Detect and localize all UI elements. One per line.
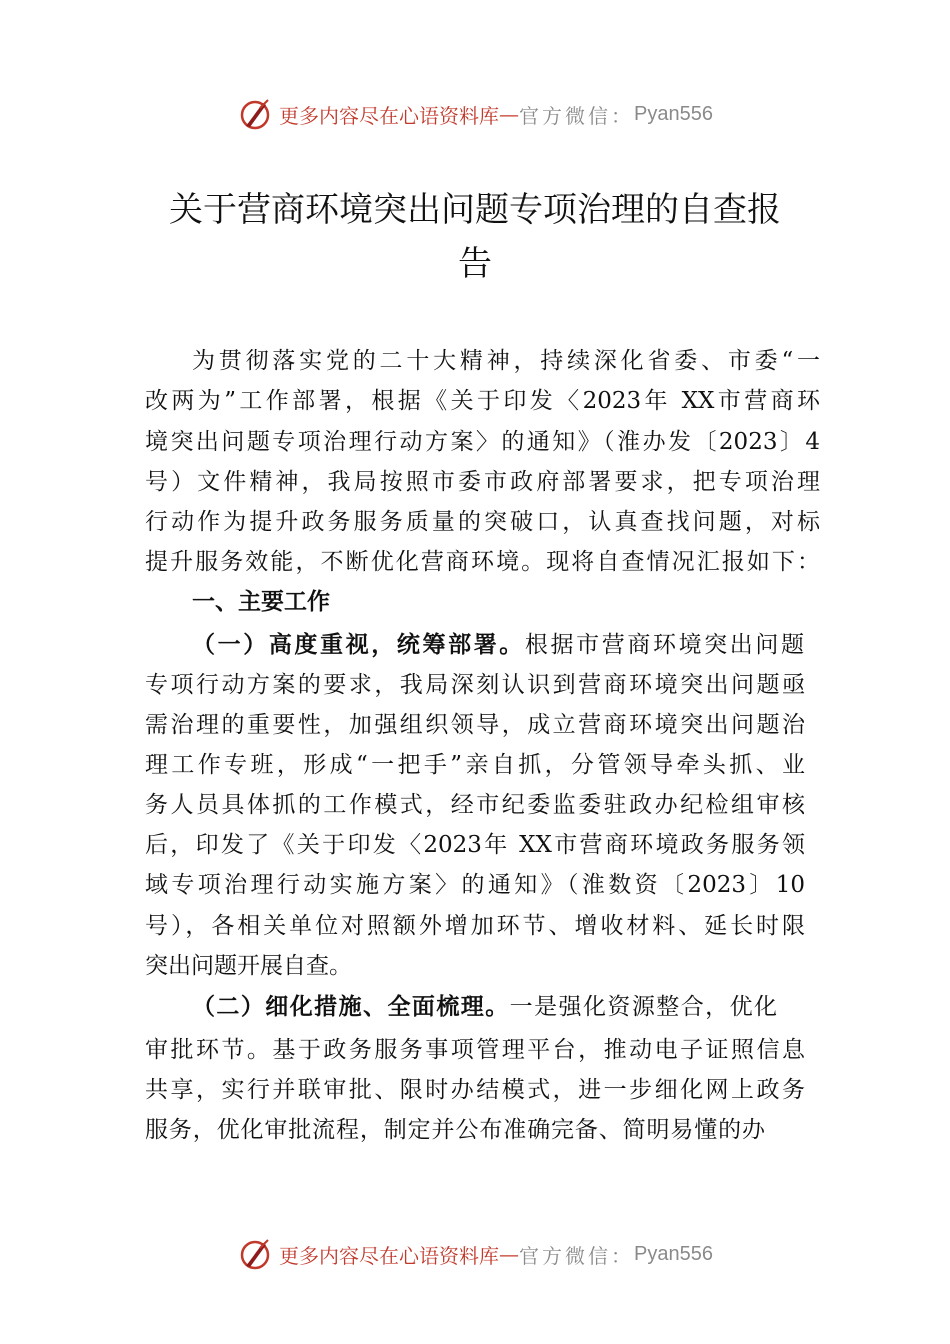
subsection-text: 一是强化资源整合，优化 <box>509 994 778 1020</box>
paragraph-line: 号）文件精神，我局按照市委市政府部署要求，把专项治理 <box>145 469 820 495</box>
banner-wechat-label: 官方微信： <box>519 1243 635 1268</box>
header-watermark-banner <box>0 96 950 132</box>
banner-dash: — <box>499 102 520 126</box>
title-line-2: 告 <box>458 244 492 284</box>
subsection-text: 根据市营商环境突出问题 <box>524 632 805 658</box>
subsection-title: （二）细化措施、全面梳理。 <box>192 993 510 1020</box>
quill-logo-icon <box>237 1236 273 1272</box>
quill-logo-icon <box>237 96 273 132</box>
paragraph-line: 理工作专班，形成“一把手”亲自抓，分管领导牵头抓、业 <box>145 752 805 778</box>
paragraph-line: 共享，实行并联审批、限时办结模式，进一步细化网上政务 <box>145 1077 805 1103</box>
banner-library-text: 更多内容尽在心语资料库 <box>279 103 500 128</box>
paragraph-line: 务人员具体抓的工作模式，经市纪委监委驻政办纪检组审核 <box>145 792 805 818</box>
subsection-first-line <box>192 987 777 1027</box>
paragraph-line: 突出问题开展自查。 <box>145 953 352 979</box>
banner-wechat-id: Pyan556 <box>634 102 713 125</box>
section-heading: 一、主要工作 <box>192 589 330 615</box>
paragraph-line: 为贯彻落实党的二十大精神，持续深化省委、市委“一 <box>192 348 820 374</box>
paragraph-line: 专项行动方案的要求，我局深刻认识到营商环境突出问题亟 <box>145 672 805 698</box>
banner-library-text: 更多内容尽在心语资料库 <box>279 1243 500 1268</box>
banner-wechat-label: 官方微信： <box>519 103 635 128</box>
banner-dash: — <box>499 1242 520 1266</box>
subsection-title: （一）高度重视，统筹部署。 <box>192 631 525 658</box>
paragraph-line: 后，印发了《关于印发〈2023年 XX市营商环境政务服务领 <box>145 832 805 858</box>
title-line-1: 关于营商环境突出问题专项治理的自查报 <box>169 190 781 230</box>
subsection-first-line <box>192 625 804 665</box>
paragraph-line: 行动作为提升政务服务质量的突破口，认真查找问题，对标 <box>145 509 820 535</box>
paragraph-line: 需治理的重要性，加强组织领导，成立营商环境突出问题治 <box>145 712 805 738</box>
banner-wechat-id: Pyan556 <box>634 1242 713 1265</box>
paragraph-line: 服务，优化审批流程，制定并公布准确完备、简明易懂的办 <box>145 1117 765 1143</box>
paragraph-line: 改两为”工作部署，根据《关于印发〈2023年 XX市营商环 <box>145 388 820 414</box>
footer-watermark-banner <box>0 1236 950 1272</box>
paragraph-line: 域专项治理行动实施方案〉的通知》（淮数资〔2023〕10 <box>145 872 805 898</box>
paragraph-line: 境突出问题专项治理行动方案〉的通知》（淮办发〔2023〕4 <box>145 429 820 455</box>
paragraph-line: 审批环节。基于政务服务事项管理平台，推动电子证照信息 <box>145 1037 805 1063</box>
paragraph-line: 号），各相关单位对照额外增加环节、增收材料、延长时限 <box>145 913 805 939</box>
paragraph-line: 提升服务效能，不断优化营商环境。现将自查情况汇报如下： <box>145 549 820 575</box>
document-title <box>150 183 800 291</box>
